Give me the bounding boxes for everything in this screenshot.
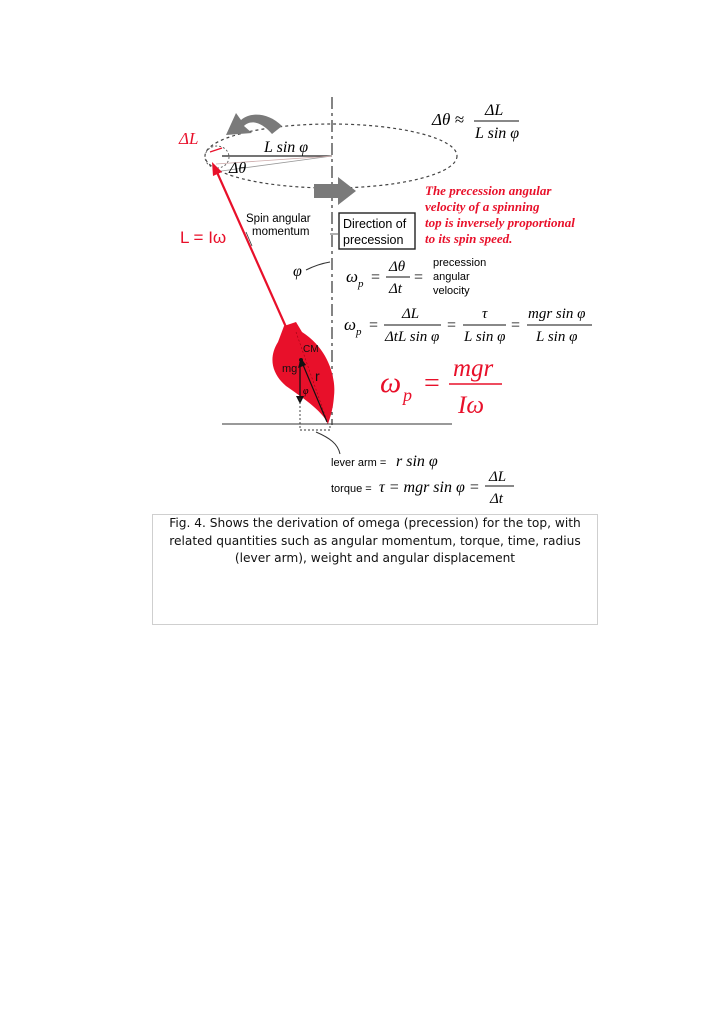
eq2-omega: ω [344, 315, 357, 334]
direction-label-1: Direction of [343, 217, 407, 231]
prec-label-3: velocity [433, 285, 470, 297]
spin-label-2: momentum [252, 226, 310, 238]
prec-label-2: angular [433, 271, 470, 283]
L-sin-phi-label: L sin φ [264, 139, 309, 156]
delta-L-arrow [210, 148, 222, 152]
L-eq-Iw-label: L = Iω [180, 228, 227, 247]
eq2-equals: = [369, 317, 379, 334]
direction-label-2: precession [343, 233, 404, 247]
cm-dot [299, 358, 303, 362]
approx-den: L sin φ [475, 125, 520, 142]
phi-label: φ [293, 263, 302, 280]
note-line-1: The precession angular [425, 183, 552, 198]
phi-small-label: φ [303, 386, 309, 397]
r-label: r [315, 368, 320, 384]
eq2-equals-2: = [447, 317, 457, 334]
precession-arrow-left [226, 113, 282, 135]
angular-momentum-vector [216, 170, 290, 336]
cm-label: CM [303, 344, 319, 355]
precession-diagram [0, 0, 728, 510]
eq1-equals-2: = [414, 269, 424, 286]
eq2-den: ΔtL sin φ [385, 329, 440, 345]
big-omega: ω [380, 366, 402, 399]
lever-arm-expr: r sin φ [396, 453, 438, 470]
caption-box [152, 514, 598, 625]
phi-pointer [306, 262, 330, 270]
eq4-num: mgr sin φ [528, 306, 586, 322]
note-line-2: velocity of a spinning [425, 199, 540, 214]
torque-den: Δt [490, 491, 503, 507]
eq3-den: L sin φ [464, 329, 506, 345]
eq1-sub: p [358, 278, 364, 290]
eq3-num: τ [482, 306, 488, 322]
big-sub: p [403, 385, 412, 405]
torque-expr: τ = mgr sin φ = [379, 479, 480, 496]
note-line-4: to its spin speed. [425, 231, 513, 246]
eq3-equals: = [511, 317, 521, 334]
delta-theta-label: Δθ [229, 160, 247, 177]
big-equals: = [424, 368, 440, 399]
eq1-omega: ω [346, 267, 359, 286]
lever-arm-label: lever arm = [331, 457, 387, 469]
note-line-3: top is inversely proportional [425, 215, 575, 230]
approx-lhs: Δθ ≈ [432, 110, 464, 129]
precession-arrow-right [314, 177, 356, 205]
eq2-sub: p [356, 326, 362, 338]
delta-L-label: ΔL [179, 129, 199, 148]
torque-num: ΔL [489, 469, 507, 485]
eq1-equals: = [371, 269, 381, 286]
eq1-num: Δθ [389, 259, 406, 275]
lever-arm-pointer [316, 432, 340, 454]
eq2-num: ΔL [402, 306, 420, 322]
figure-caption: Fig. 4. Shows the derivation of omega (precession) for the top, with related quantities such as angular momentum, torque, time, radius (lever arm), weight and angular displacement [169, 516, 581, 565]
prec-label-1: precession [433, 257, 487, 269]
eq1-den: Δt [389, 281, 402, 297]
mg-label: mg [282, 363, 298, 375]
eq4-den: L sin φ [536, 329, 578, 345]
torque-label: torque = [331, 483, 372, 495]
big-den: Iω [458, 392, 484, 419]
spin-label-1: Spin angular [246, 213, 311, 225]
big-num: mgr [453, 355, 494, 382]
approx-num: ΔL [485, 102, 504, 119]
